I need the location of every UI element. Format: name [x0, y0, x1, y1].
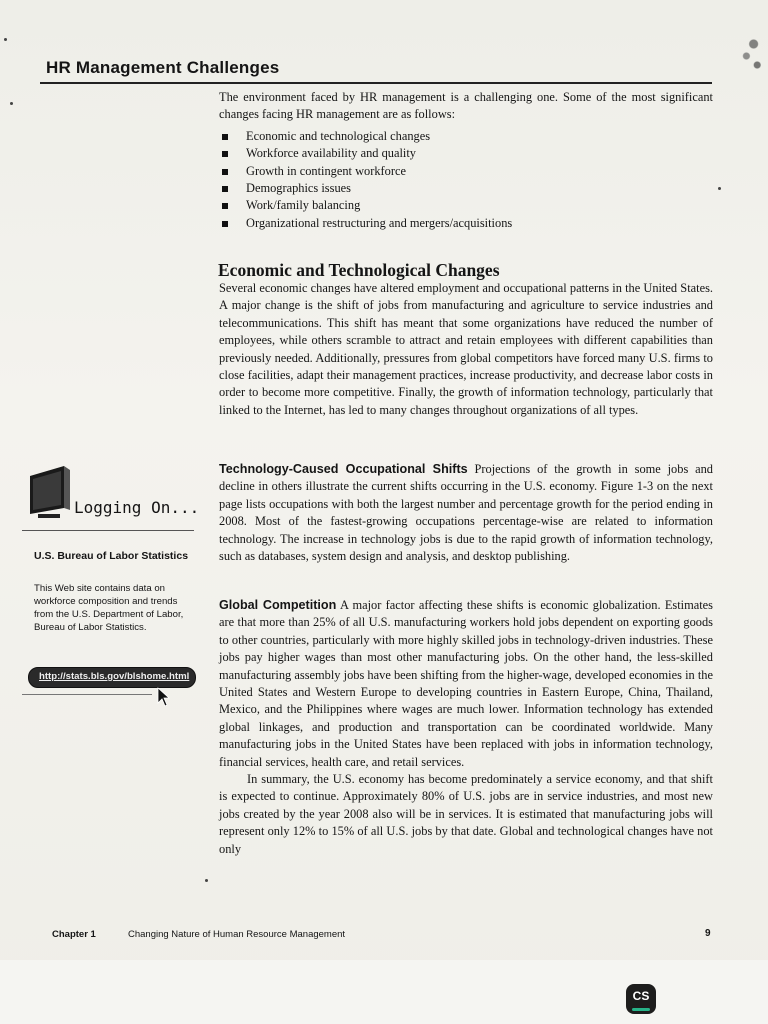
tech-shifts-paragraph: [219, 461, 713, 565]
intro-block: [219, 89, 713, 232]
run-in-heading: Global Competition: [219, 598, 337, 612]
list-item: Demographics issues: [219, 180, 713, 197]
intro-text: The environment faced by HR management is a challenging one. Some of the most significant changes facing HR management are as follows:: [219, 90, 713, 122]
sidebar-org-name: U.S. Bureau of Labor Statistics: [34, 550, 189, 562]
sidebar-description: This Web site contains data on workforce composition and trends from the U.S. Department of Labor, Bureau of Labor Statistics.: [34, 583, 184, 633]
sidebar-bottom-rule: [22, 694, 152, 695]
section-paragraph: [219, 280, 713, 419]
scan-smudge: [732, 20, 768, 80]
cursor-icon: [157, 687, 171, 707]
page-title: HR Management Challenges: [46, 58, 280, 77]
camscanner-logo[interactable]: [626, 984, 656, 1014]
list-item: Economic and technological changes: [219, 128, 713, 145]
page-number: 9: [705, 928, 711, 939]
summary-paragraph: In summary, the U.S. economy has become predominately a service economy, and that shift is expected to continue. Approximately 80% of U.S. jobs are in service industries, and most new jobs created by the year 2008 also will be in services. It is estimated that manufacturing jobs will represent only 12% to 15% of all U.S. jobs by that date. Global and technological changes have not only: [219, 772, 713, 856]
scan-speck: [4, 38, 7, 41]
header-rule: [40, 82, 712, 84]
section-heading: Economic and Technological Changes: [218, 260, 500, 280]
run-in-heading: Technology-Caused Occupational Shifts: [219, 462, 468, 476]
paragraph-text: Several economic changes have altered employment and occupational patterns in the United States. A major change is the shift of jobs from manufacturing and agriculture to service industries and telecommunications. This shift has meant that some organizations have reduced the number of employees, while others scramble to attract and retain employees with different capabilities than previously needed. Additionally, pressures from global competitors have forced many U.S. firms to close facilities, adapt their management practices, increase productivity, and decrease labor costs in order to become more competitive. Finally, the growth of information technology, particularly that linked to the Internet, has led to many changes throughout organizations of all types.: [219, 281, 713, 417]
global-paragraph: [219, 597, 713, 858]
monitor-icon: [24, 462, 72, 520]
footer-title: Changing Nature of Human Resource Management: [128, 929, 346, 940]
paragraph-text: Projections of the growth in some jobs and decline in others illustrate the current shifts occurring in the U.S. economy. Figure 1-3 on the next page lists occupations with both the largest number and percentage growth for the period ending in 2008. Most of the fastest-growing occupations percentage-wise are related to information technology. The increase in technology jobs is due to the rapid growth of information technology, such as databases, system design and analysis, and desktop publishing.: [219, 462, 713, 564]
list-item: Organizational restructuring and mergers/acquisitions: [219, 215, 713, 232]
footer-chapter: Chapter 1: [52, 929, 96, 940]
list-item: Growth in contingent workforce: [219, 163, 713, 180]
paragraph-text: A major factor affecting these shifts is economic globalization. Estimates are that more than 25% of all U.S. manufacturing workers hold jobs dependent on exporting goods to other countries, particularly with more highly skilled jobs in technology-driven industries. These jobs pay higher wages than most other manufacturing jobs. On the other hand, the less-skilled manufacturing assembly jobs have been shifting from the higher-wage, developed economies in the United States and Western Europe to developing countries in Eastern Europe, China, Thailand, Mexico, and the Philippines where wages are much lower. Information technology has extended global linkages, and production and transportation can be coordinated worldwide. Many manufacturing jobs in the United States have been replaced with jobs in information technology, financial services, health care, and retail services.: [219, 598, 713, 769]
list-item: Workforce availability and quality: [219, 145, 713, 162]
sidebar-url-link[interactable]: [28, 667, 196, 688]
camscanner-logo-text: CS: [632, 989, 650, 1003]
challenges-list: [219, 128, 713, 232]
scan-speck: [10, 102, 13, 105]
scan-speck: [205, 879, 208, 882]
sidebar-title: Logging On...: [74, 498, 200, 517]
list-item: Work/family balancing: [219, 197, 713, 214]
sidebar-url-text[interactable]: http://stats.bls.gov/blshome.html: [39, 671, 190, 682]
scan-speck: [718, 187, 721, 190]
sidebar-rule: [22, 530, 194, 531]
